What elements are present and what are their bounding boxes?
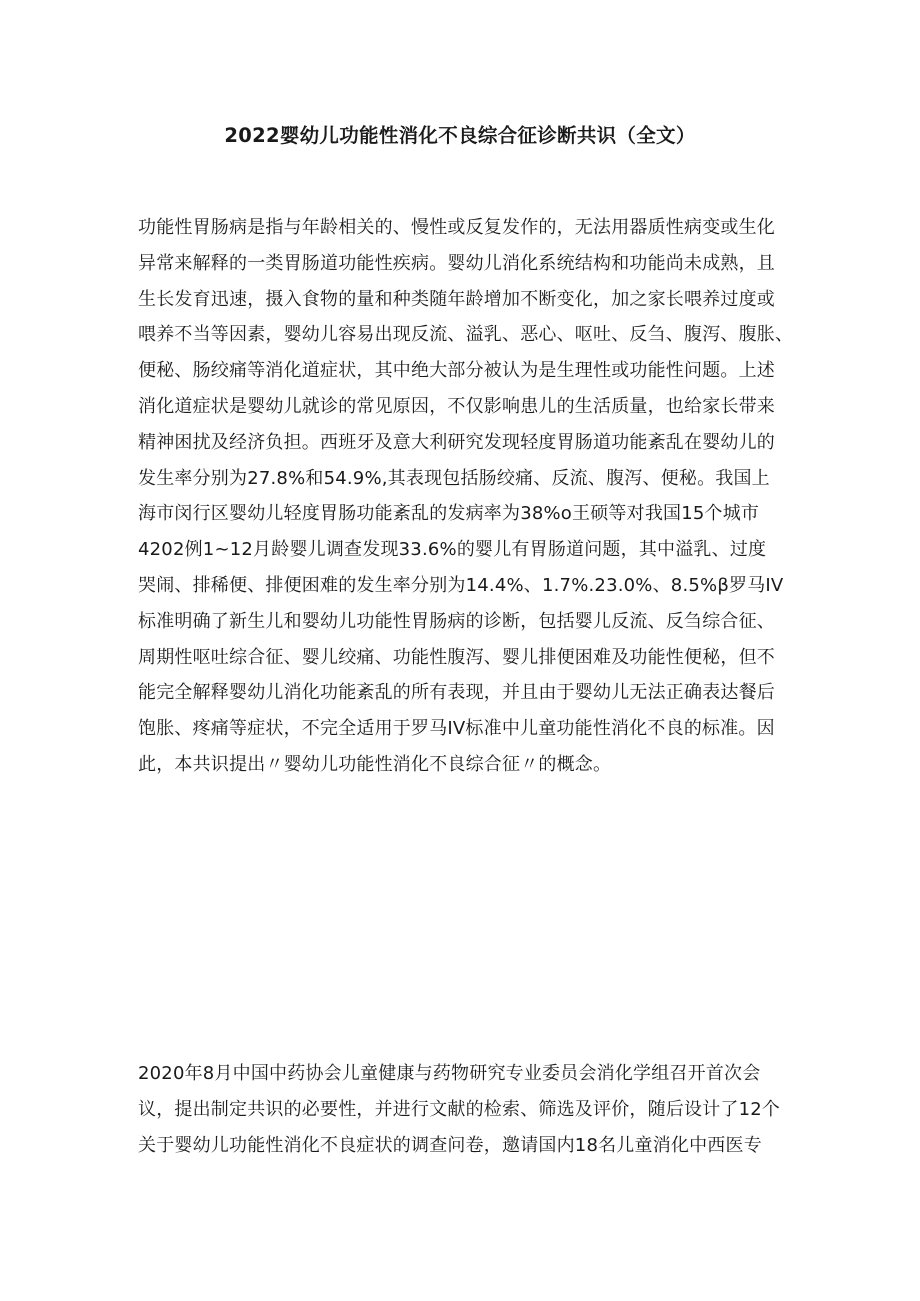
text-line: 功能性胃肠病是指与年龄相关的、慢性或反复发作的，无法用器质性病变或生化 xyxy=(138,217,775,238)
text-line: 发生率分别为27.8%和54.9%,其表现包括肠绞痛、反流、腹泻、便秘。我国上 xyxy=(138,467,770,489)
paragraph-intro xyxy=(138,210,798,783)
text-line: 消化道症状是婴幼儿就诊的常见原因，不仅影响患儿的生活质量，也给家长带来 xyxy=(138,395,775,417)
text-line: 海市闵行区婴幼儿轻度胃肠功能紊乱的发病率为38%o王硕等对我国15个城市 xyxy=(138,503,760,525)
text-line: 标准明确了新生儿和婴幼儿功能性胃肠病的诊断，包括婴儿反流、反刍综合征、 xyxy=(138,610,775,632)
text-line: 4202例1~12月龄婴儿调查发现33.6%的婴儿有胃肠道问题，其中溢乳、过度 xyxy=(138,539,767,561)
text-line: 能完全解释婴幼儿消化功能紊乱的所有表现，并且由于婴幼儿无法正确表达餐后 xyxy=(138,682,775,704)
text-line: 关于婴幼儿功能性消化不良症状的调查问卷，邀请国内18名儿童消化中西医专 xyxy=(138,1134,762,1156)
text-line: 生长发育迅速，摄入食物的量和种类随年龄增加不断变化，加之家长喂养过度或 xyxy=(138,288,775,310)
text-line: 哭闹、排稀便、排便困难的发生率分别为14.4%、1.7%.23.0%、8.5%β罗马IV xyxy=(138,574,784,596)
document-title: 2022婴幼儿功能性消化不良综合征诊断共识（全文） xyxy=(224,124,696,147)
text-line: 异常来解释的一类胃肠道功能性疾病。婴幼儿消化系统结构和功能尚未成熟，且 xyxy=(138,252,775,274)
text-line: 饱胀、疼痛等症状，不完全适用于罗马IV标准中儿童功能性消化不良的标准。因 xyxy=(138,718,775,740)
text-line: 便秘、肠绞痛等消化道症状，其中绝大部分被认为是生理性或功能性问题。上述 xyxy=(138,360,775,382)
text-line: 喂养不当等因素，婴幼儿容易出现反流、溢乳、恶心、呕吐、反刍、腹泻、腹胀、 xyxy=(138,324,794,346)
text-line: 2020年8月中国中药协会儿童健康与药物研究专业委员会消化学组召开首次会 xyxy=(138,1063,761,1084)
paragraph-method xyxy=(138,1056,798,1163)
text-line: 精神困扰及经济负担。西班牙及意大利研究发现轻度胃肠道功能紊乱在婴幼儿的 xyxy=(138,431,775,453)
text-line: 此，本共识提出〃婴幼儿功能性消化不良综合征〃的概念。 xyxy=(138,753,612,775)
text-line: 议，提出制定共识的必要性，并进行文献的检索、筛选及评价，随后设计了12个 xyxy=(138,1098,781,1120)
text-line: 周期性呕吐综合征、婴儿绞痛、功能性腹泻、婴儿排便困难及功能性便秘，但不 xyxy=(138,646,775,668)
